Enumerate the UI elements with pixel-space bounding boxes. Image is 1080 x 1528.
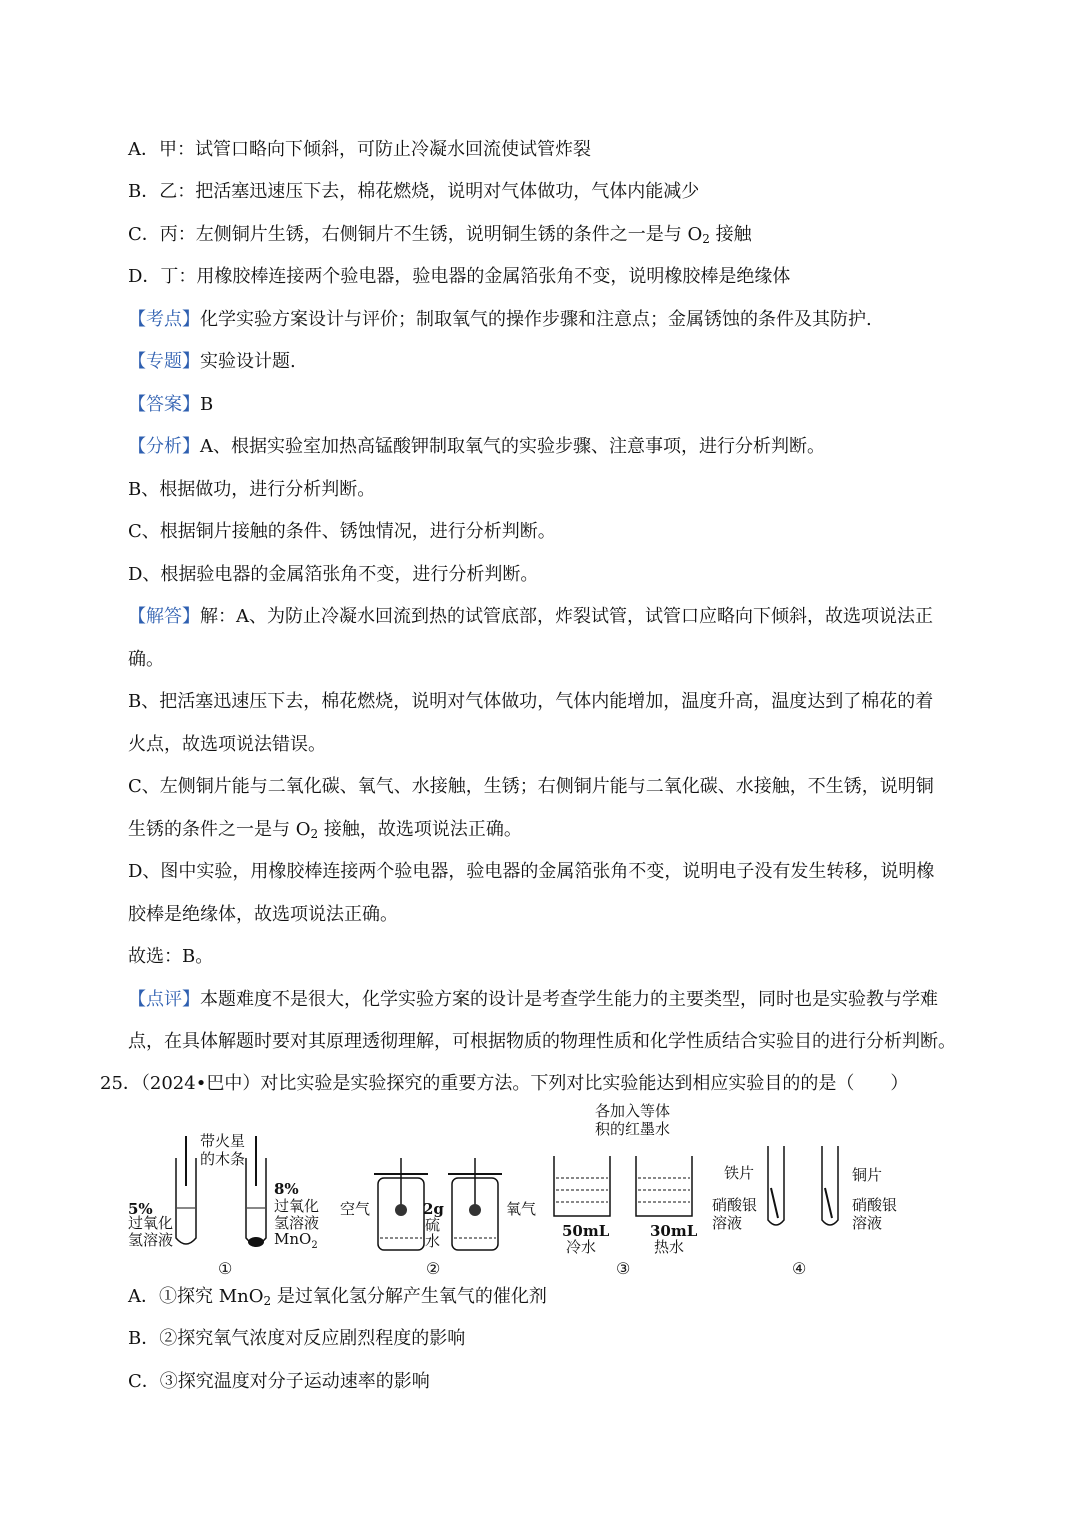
right-solution-2: 氢溶液: [274, 1214, 320, 1232]
experiment-1: [128, 1132, 319, 1278]
stick-label-2: 的木条: [200, 1150, 246, 1168]
right-silver-nitrate-2: 溶液: [852, 1214, 883, 1232]
experiment-4: [712, 1146, 897, 1278]
oxygen-label: 氧气: [506, 1200, 537, 1218]
cold-volume: 50mL: [562, 1222, 610, 1240]
left-percent: 5%: [128, 1200, 153, 1218]
sulfur-mass: 2g: [423, 1200, 444, 1218]
answer-line: 【答案】B: [128, 394, 214, 415]
stick-label-1: 带火星: [200, 1132, 246, 1150]
analysis-line-3: C、根据铜片接触的条件、锈蚀情况，进行分析判断。: [128, 521, 556, 542]
exp1-number: ①: [218, 1259, 233, 1278]
exp3-number: ③: [616, 1259, 631, 1278]
kaodian-line: 【考点】化学实验方案设计与评价；制取氧气的操作步骤和注意点；金属锈蚀的条件及其防护.: [128, 309, 872, 330]
q25-option-b: B．②探究氧气浓度对反应剧烈程度的影响: [128, 1328, 466, 1349]
solution-tag: 【解答】: [128, 606, 200, 627]
option-c: C．丙：左侧铜片生锈，右侧铜片不生锈，说明铜生锈的条件之一是与 $O_2$ 接触: [128, 224, 752, 246]
solution-line-4: 火点，故选项说法错误。: [128, 734, 326, 755]
experiment-2: [340, 1158, 536, 1278]
right-silver-nitrate-1: 硝酸银: [852, 1196, 898, 1214]
left-silver-nitrate-2: 溶液: [712, 1214, 743, 1232]
solution-line-7: D、图中实验，用橡胶棒连接两个验电器，验电器的金属箔张角不变，说明电子没有发生转移，说明橡: [128, 861, 935, 882]
ink-label-1: 各加入等体: [595, 1102, 671, 1120]
experiment-3: [554, 1102, 698, 1278]
q25-option-a: A．①探究 MnO$_2$ 是过氧化氢分解产生氧气的催化剂: [128, 1286, 547, 1308]
zhuanti-tag: 【专题】: [128, 351, 200, 372]
analysis-tag: 【分析】: [128, 436, 200, 457]
solution-line-1: 【解答】解：A、为防止冷凝水回流到热的试管底部，炸裂试管，试管口应略向下倾斜，故选项说法正: [128, 606, 933, 627]
comment-line-2: 点，在具体解题时要对其原理透彻理解，可根据物质的物理性质和化学性质结合实验目的进行分析判断。: [128, 1031, 956, 1052]
analysis-line-4: D、根据验电器的金属箔张角不变，进行分析判断。: [128, 564, 539, 585]
left-solution-2: 氢溶液: [128, 1231, 174, 1249]
option-b: B．乙：把活塞迅速压下去，棉花燃烧，说明对气体做功，气体内能减少: [128, 181, 700, 202]
solution-line-6: 生锈的条件之一是与 $O_2$ 接触，故选项说法正确。: [128, 819, 522, 841]
mno2-label: MnO$_2$: [274, 1230, 318, 1251]
hot-water: 热水: [654, 1238, 685, 1256]
comment-tag: 【点评】: [128, 989, 200, 1010]
left-solution-1: 过氧化: [128, 1214, 174, 1232]
water-label: 水: [425, 1232, 441, 1250]
experiment-figure: [120, 1098, 920, 1278]
analysis-line-2: B、根据做功，进行分析判断。: [128, 479, 376, 500]
air-label: 空气: [340, 1200, 371, 1218]
kaodian-tag: 【考点】: [128, 309, 200, 330]
left-silver-nitrate-1: 硝酸银: [712, 1196, 758, 1214]
option-a: A．甲：试管口略向下倾斜，可防止冷凝水回流使试管炸裂: [128, 139, 591, 160]
answer-tag: 【答案】: [128, 394, 200, 415]
solution-line-3: B、把活塞迅速压下去，棉花燃烧，说明对气体做功，气体内能增加，温度升高，温度达到了棉花的着: [128, 691, 934, 712]
solution-line-2: 确。: [128, 649, 164, 670]
solution-line-8: 胶棒是绝缘体，故选项说法正确。: [128, 904, 398, 925]
solution-line-9: 故选：B。: [128, 946, 214, 967]
right-percent: 8%: [274, 1180, 299, 1198]
exp4-number: ④: [792, 1259, 807, 1278]
question-25-stem: 25．（2024•巴中）对比实验是实验探究的重要方法。下列对比实验能达到相应实验目的的是（ ）: [100, 1073, 909, 1094]
option-d: D．丁：用橡胶棒连接两个验电器，验电器的金属箔张角不变，说明橡胶棒是绝缘体: [128, 266, 791, 287]
iron-label: 铁片: [724, 1164, 755, 1182]
cold-water: 冷水: [566, 1238, 597, 1256]
ink-label-2: 积的红墨水: [595, 1120, 671, 1138]
copper-label: 铜片: [852, 1166, 883, 1184]
sulfur-label: 硫: [425, 1216, 441, 1234]
q25-option-c: C．③探究温度对分子运动速率的影响: [128, 1371, 430, 1392]
zhuanti-line: 【专题】实验设计题.: [128, 351, 296, 372]
solution-line-5: C、左侧铜片能与二氧化碳、氧气、水接触，生锈；右侧铜片能与二氧化碳、水接触，不生锈，说明铜: [128, 776, 934, 797]
right-solution-1: 过氧化: [274, 1197, 320, 1215]
comment-line-1: 【点评】本题难度不是很大，化学实验方案的设计是考查学生能力的主要类型，同时也是实验教与学难: [128, 989, 938, 1010]
analysis-line-1: 【分析】A、根据实验室加热高锰酸钾制取氧气的实验步骤、注意事项，进行分析判断。: [128, 436, 825, 457]
exp2-number: ②: [426, 1259, 441, 1278]
hot-volume: 30mL: [650, 1222, 698, 1240]
